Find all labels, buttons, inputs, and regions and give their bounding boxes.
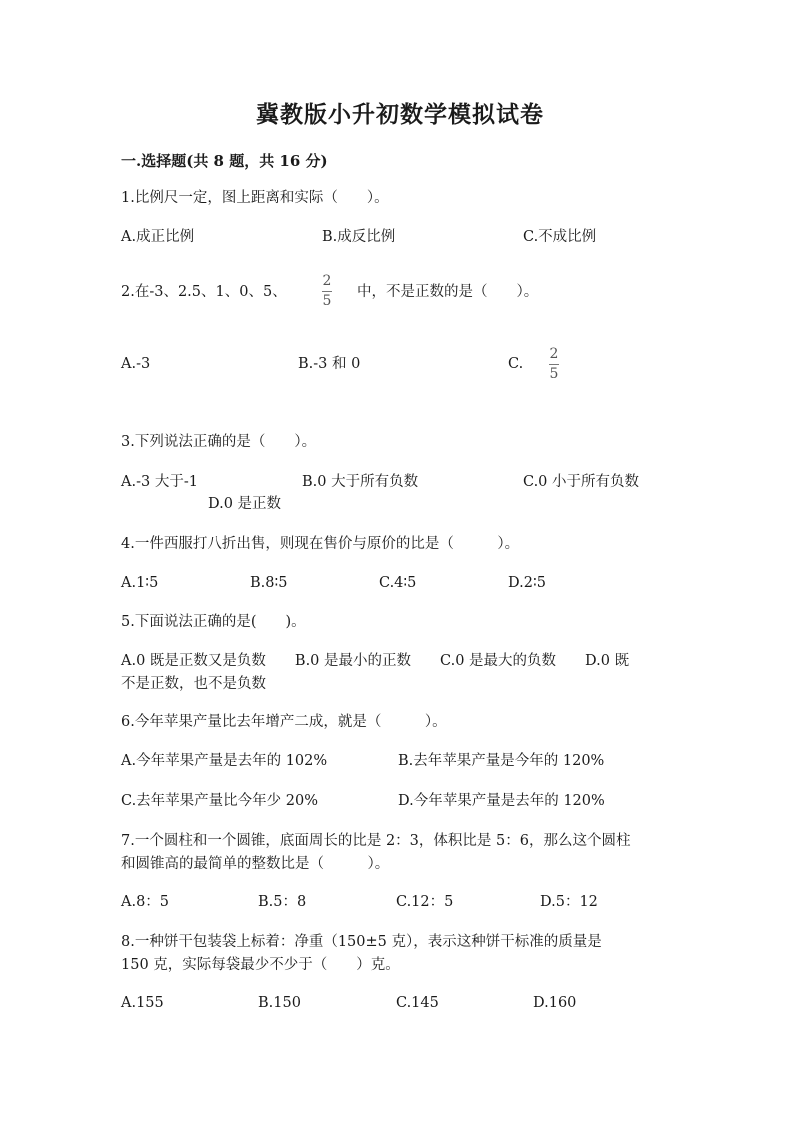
- question-8-option-d: D.160: [533, 995, 577, 1011]
- question-6-option-a: A.今年苹果产量是去年的 102%: [121, 753, 328, 769]
- fraction-denominator: 5: [322, 293, 332, 309]
- question-4-stem: 4.一件西服打八折出售，则现在售价与原价的比是（ ）。: [121, 536, 520, 552]
- question-7-option-c: C.12：5: [396, 894, 454, 910]
- question-8-option-b: B.150: [258, 995, 301, 1011]
- question-2-option-c: C.: [508, 356, 524, 372]
- question-3-option-d: D.0 是正数: [208, 496, 282, 512]
- question-2-option-b: B.-3 和 0: [298, 356, 361, 372]
- question-8-stem-line-1: 8.一种饼干包装袋上标着：净重（150±5 克），表示这种饼干标准的质量是: [121, 934, 602, 950]
- question-7-option-a: A.8：5: [121, 894, 170, 910]
- question-7-option-d: D.5：12: [540, 894, 598, 910]
- question-1-option-b: B.成反比例: [322, 229, 396, 245]
- question-8-option-c: C.145: [396, 995, 439, 1011]
- question-1-stem: 1.比例尺一定，图上距离和实际（ ）。: [121, 190, 389, 206]
- question-5-stem: 5.下面说法正确的是( )。: [121, 614, 306, 630]
- question-6-option-c: C.去年苹果产量比今年少 20%: [121, 793, 319, 809]
- question-4-option-d: D.2∶5: [508, 575, 546, 591]
- question-2-stem-suffix: 中，不是正数的是（ ）。: [357, 284, 539, 300]
- question-3-stem: 3.下列说法正确的是（ ）。: [121, 434, 317, 450]
- question-6-option-b: B.去年苹果产量是今年的 120%: [398, 753, 605, 769]
- question-1-option-a: A.成正比例: [121, 229, 195, 245]
- question-3-option-b: B.0 大于所有负数: [302, 474, 419, 490]
- question-3-option-c: C.0 小于所有负数: [523, 474, 640, 490]
- fraction-bar: [322, 291, 332, 292]
- fraction-numerator: 2: [549, 346, 559, 362]
- question-2-stem-prefix: 2.在-3、2.5、1、0、5、: [121, 284, 287, 300]
- question-5-options-line-2: 不是正数，也不是负数: [121, 676, 266, 692]
- question-8-stem-line-2: 150 克，实际每袋最少不少于（ ）克。: [121, 957, 400, 973]
- fraction-numerator: 2: [322, 273, 332, 289]
- fraction-bar: [549, 364, 559, 365]
- question-6-stem: 6.今年苹果产量比去年增产二成，就是（ ）。: [121, 714, 447, 730]
- question-4-option-a: A.1∶5: [121, 575, 159, 591]
- question-1-option-c: C.不成比例: [523, 229, 597, 245]
- question-4-option-c: C.4∶5: [379, 575, 417, 591]
- page-title: 冀教版小升初数学模拟试卷: [256, 101, 544, 128]
- question-2-fraction: [322, 274, 332, 309]
- question-3-option-a: A.-3 大于-1: [121, 474, 198, 490]
- question-7-stem-line-2: 和圆锥高的最简单的整数比是（ ）。: [121, 856, 390, 872]
- question-2-option-a: A.-3: [121, 356, 151, 372]
- section-heading: 一.选择题(共 8 题，共 16 分): [121, 152, 328, 170]
- question-7-stem-line-1: 7.一个圆柱和一个圆锥，底面周长的比是 2：3，体积比是 5：6，那么这个圆柱: [121, 833, 631, 849]
- question-8-option-a: A.155: [121, 995, 164, 1011]
- question-6-option-d: D.今年苹果产量是去年的 120%: [398, 793, 605, 809]
- question-4-option-b: B.8∶5: [250, 575, 288, 591]
- question-7-option-b: B.5：8: [258, 894, 307, 910]
- fraction-denominator: 5: [549, 366, 559, 382]
- question-5-options-line-1: A.0 既是正数又是负数 B.0 是最小的正数 C.0 是最大的负数 D.0 既: [121, 653, 630, 669]
- question-2-option-c-fraction: [549, 347, 559, 382]
